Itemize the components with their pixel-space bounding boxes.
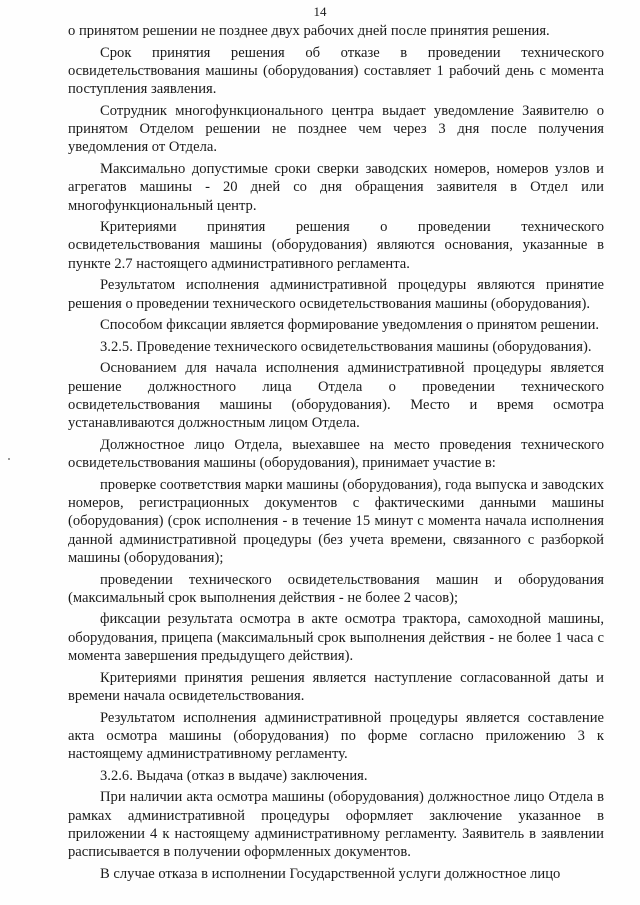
section-heading: 3.2.5. Проведение технического освидетельствования машины (оборудования). bbox=[100, 338, 592, 355]
paragraph: Способом фиксации является формирование уведомления о принятом решении. bbox=[100, 317, 600, 334]
document-body bbox=[68, 22, 604, 886]
paragraph: Максимально допустимые сроки сверки заводских номеров, номеров узлов и агрегатов машины - 20 дней со дня обращения заявителя в Отдел или многофункциональный центр. bbox=[68, 160, 604, 214]
paragraph: Результатом исполнения административной процедуры является составление акта осмотра машины (оборудования) по форме согласно приложению 3 к настоящему административному регламенту. bbox=[68, 709, 604, 763]
list-item: проведении технического освидетельствования машин и оборудования (максимальный срок выполнения действия - не более 2 часов); bbox=[68, 571, 604, 606]
paragraph: Основанием для начала исполнения административной процедуры является решение должностного лица Отдела о проведении технического освидетельствования машины (оборудования). Место и время осмотра устанавливаются должностным лицом Отдела. bbox=[68, 360, 604, 432]
scan-artifact bbox=[8, 458, 10, 460]
paragraph: Сотрудник многофункционального центра выдает уведомление Заявителю о принятом Отделом решении не позднее чем через 3 дня после получения уведомления от Отдела. bbox=[68, 102, 604, 156]
paragraph: В случае отказа в исполнении Государственной услуги должностное лицо bbox=[100, 865, 561, 882]
paragraph: При наличии акта осмотра машины (оборудования) должностное лицо Отдела в рамках административной процедуры оформляет заключение указанное в приложении 4 к настоящему административному регламенту. Заявитель в заявлении расписывается в получении оформленных документов. bbox=[68, 789, 604, 861]
paragraph: Критериями принятия решения является наступление согласованной даты и времени начала освидетельствования. bbox=[68, 669, 604, 704]
page-number: 14 bbox=[313, 4, 327, 19]
paragraph: Критериями принятия решения о проведении технического освидетельствования машины (оборудования) являются основания, указанные в пункте 2.7 настоящего административного регламента. bbox=[68, 219, 604, 272]
paragraph: Срок принятия решения об отказе в проведении технического освидетельствования машины (оборудования) составляет 1 рабочий день с момента поступления заявления. bbox=[68, 44, 604, 98]
list-item: проверке соответствия марки машины (оборудования), года выпуска и заводских номеров, регистрационных документов с фактическими данными машины (оборудования) (срок исполнения - в течение 15 минут с момента начала исполнения данной административной процедуры (без учета времени, связанного с разборкой машины (оборудования); bbox=[68, 476, 604, 566]
paragraph: о принятом решении не позднее двух рабочих дней после принятия решения. bbox=[68, 23, 550, 39]
paragraph: Результатом исполнения административной процедуры являются принятие решения о проведении технического освидетельствования машины (оборудования). bbox=[68, 277, 604, 312]
section-heading: 3.2.6. Выдача (отказ в выдаче) заключения. bbox=[100, 767, 368, 784]
list-item: фиксации результата осмотра в акте осмотра трактора, самоходной машины, оборудования, прицепа (максимальный срок выполнения действия - не более 1 часа с момента завершения предыдущего действия). bbox=[68, 611, 604, 665]
paragraph: Должностное лицо Отдела, выехавшее на место проведения технического освидетельствования машины (оборудования), принимает участие в: bbox=[68, 436, 604, 472]
